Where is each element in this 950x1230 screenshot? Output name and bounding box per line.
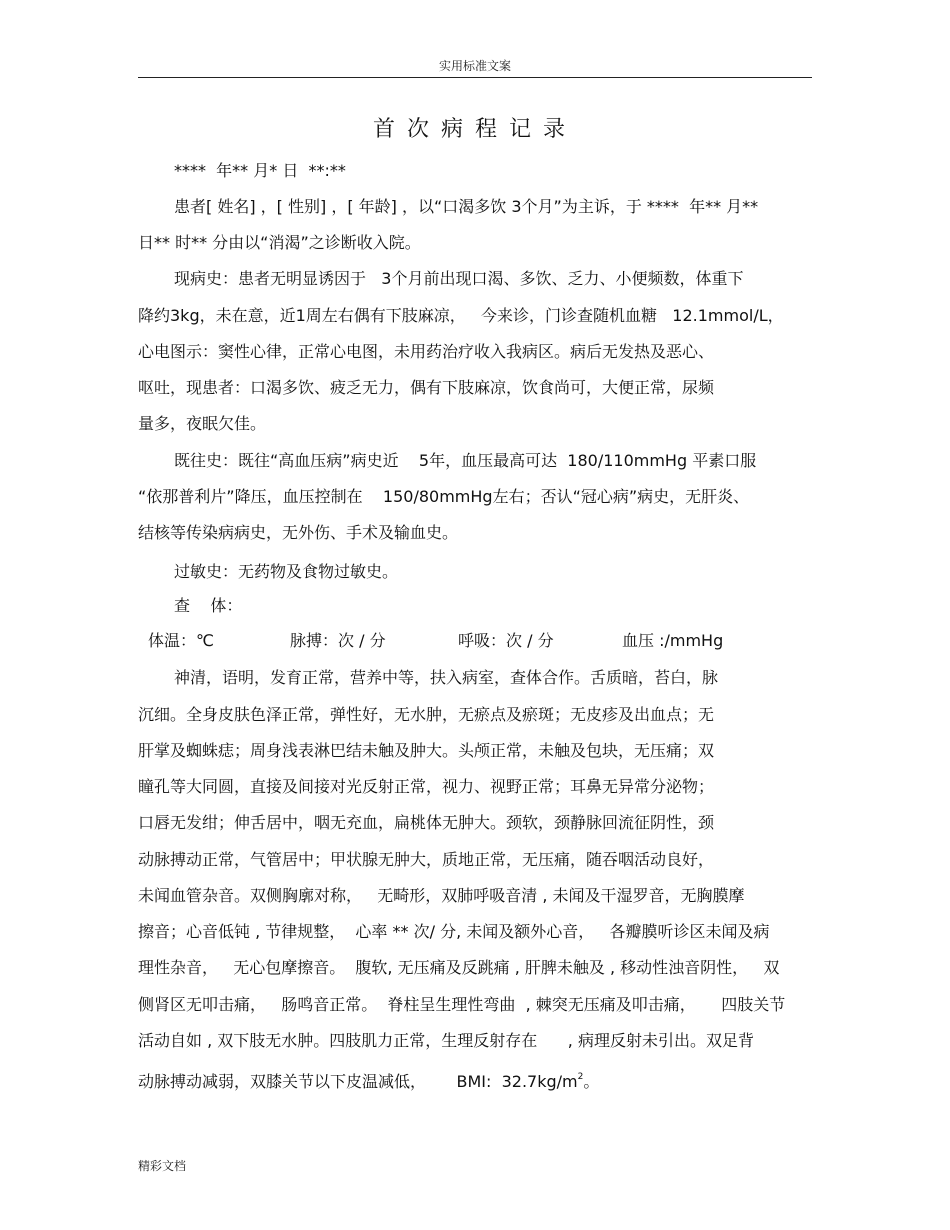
text-line: 既往史：既往“高血压病”病史近 5年，血压最高可达 180/110mmHg 平素口服 xyxy=(174,451,757,470)
text-line: 口唇无发绀；伸舌居中，咽无充血，扁桃体无肿大。颈软，颈静脉回流征阴性，颈 xyxy=(138,813,715,832)
text-line: 活动自如 , 双下肢无水肿。四肢肌力正常，生理反射存在 , 病理反射未引出。双足背 xyxy=(138,1031,754,1050)
text-line: 瞳孔等大同圆，直接及间接对光反射正常，视力、视野正常；耳鼻无异常分泌物； xyxy=(138,777,715,796)
bmi-superscript: 2 xyxy=(577,1072,584,1082)
text-line: 神清，语明，发育正常，营养中等，扶入病室，查体合作。舌质暗，苔白，脉 xyxy=(174,668,719,687)
page-header: 实用标准文案 xyxy=(438,59,511,73)
text-line: 未闻血管杂音。双侧胸廓对称， 无畸形，双肺呼吸音清 , 未闻及干湿罗音，无胸膜摩 xyxy=(138,886,745,905)
text-line: 侧肾区无叩击痛， 肠鸣音正常。 脊柱呈生理性弯曲 , 棘突无压痛及叩击痛， 四肢关节 xyxy=(138,995,786,1014)
text-line: 日** 时** 分由以“消渴”之诊断收入院。 xyxy=(138,233,421,252)
text-line: 理性杂音， 无心包摩擦音。 腹软, 无压痛及反跳痛 , 肝脾未触及 , 移动性浊音阴性， 双 xyxy=(138,958,780,977)
record-datetime: **** 年** 月* 日 **:** xyxy=(174,161,346,180)
bmi-end: 。 xyxy=(583,1072,600,1091)
page-footer: 精彩文档 xyxy=(138,1159,187,1173)
text-line: 过敏史：无药物及食物过敏史。 xyxy=(174,562,399,581)
text-line: 肝掌及蜘蛛痣；周身浅表淋巴结未触及肿大。头颅正常，未触及包块，无压痛；双 xyxy=(138,741,715,760)
vital-temperature: 体温：℃ xyxy=(148,631,214,650)
document-title: 首次病程记录 xyxy=(372,117,577,142)
text-line: 降约3kg，未在意，近1周左右偶有下肢麻凉， 今来诊，门诊查随机血糖 12.1mmol/L， xyxy=(138,306,784,325)
text-line: 动脉搏动正常，气管居中；甲状腺无肿大，质地正常，无压痛，随吞咽活动良好， xyxy=(138,850,715,869)
bmi-text: 动脉搏动减弱，双膝关节以下皮温减低， BMI: 32.7kg/m xyxy=(138,1072,578,1091)
text-line: 患者[ 姓名] ，[ 性别] ，[ 年龄] ，以“口渴多饮 3个月”为主诉，于 **** 年** 月** xyxy=(174,197,759,216)
vital-respiration: 呼吸：次 / 分 xyxy=(458,631,554,650)
text-line: 擦音；心音低钝 , 节律规整， 心率 ** 次/ 分, 未闻及额外心音， 各瓣膜听诊区未闻及病 xyxy=(138,922,770,941)
text-line: 现病史：患者无明显诱因于 3个月前出现口渴、多饮、乏力、小便频数，体重下 xyxy=(174,269,744,288)
vital-pulse: 脉搏：次 / 分 xyxy=(290,631,386,650)
text-line: 结核等传染病病史，无外伤、手术及输血史。 xyxy=(138,523,459,542)
text-line: “依那普利片”降压，血压控制在 150/80mmHg左右；否认“冠心病”病史，无肝炎、 xyxy=(138,487,750,506)
text-line: 心电图示：窦性心律，正常心电图，未用药治疗收入我病区。病后无发热及恶心、 xyxy=(138,342,715,361)
text-line: 查 体： xyxy=(174,596,243,615)
vital-blood-pressure: 血压 :/mmHg xyxy=(622,631,724,650)
text-line: 呕吐，现患者：口渴多饮、疲乏无力，偶有下肢麻凉，饮食尚可，大便正常，尿频 xyxy=(138,378,715,397)
text-line: 沉细。全身皮肤色泽正常，弹性好，无水肿，无瘀点及瘀斑；无皮疹及出血点；无 xyxy=(138,705,715,724)
text-line-bmi xyxy=(138,1067,599,1092)
text-line: 量多，夜眠欠佳。 xyxy=(138,414,267,433)
header-rule xyxy=(138,77,812,78)
